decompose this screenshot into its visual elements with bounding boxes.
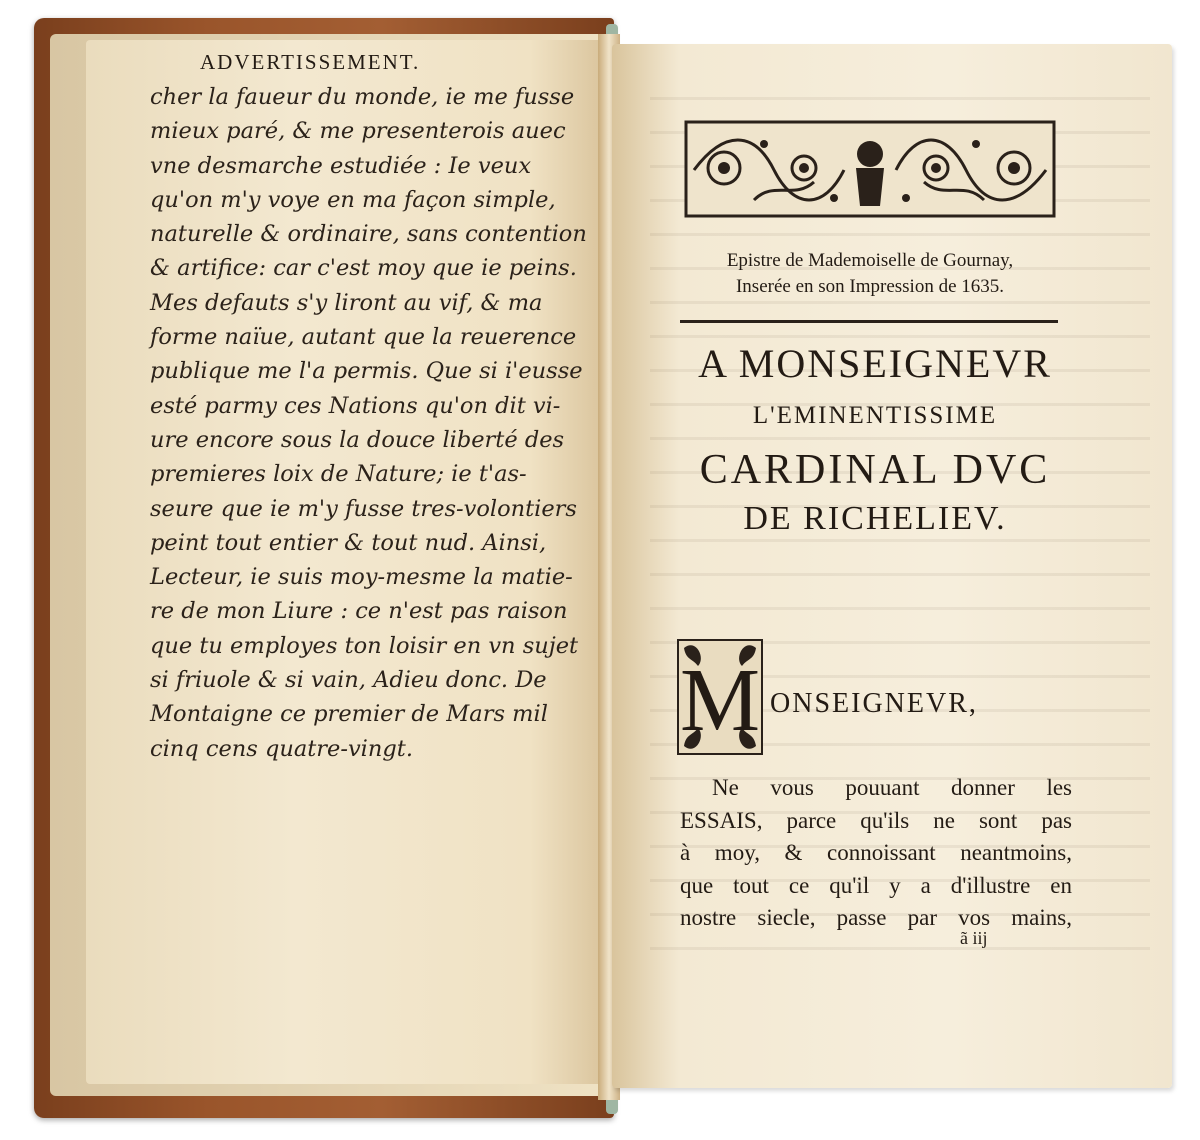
text-line: ure encore sous la douce liberté des bbox=[150, 426, 565, 453]
epistle-caption bbox=[660, 248, 1080, 300]
text-line: seure que ie m'y fusse tres-volontiers bbox=[150, 495, 577, 522]
drop-cap-initial bbox=[676, 638, 764, 756]
signature-mark: ã iij bbox=[960, 928, 988, 948]
heading-line: A MONSEIGNEVR bbox=[698, 341, 1052, 386]
salutation: ONSEIGNEVR, bbox=[770, 688, 978, 719]
heading-line: CARDINAL DVC bbox=[699, 447, 1051, 493]
text-line: mieux paré, & me presenterois auec bbox=[150, 118, 566, 145]
text-line: peint tout entier & tout nud. Ainsi, bbox=[150, 529, 547, 556]
text-line: à moy, & connoissant neantmoins, bbox=[680, 840, 1072, 865]
divider-rule bbox=[680, 320, 1058, 323]
text-line: esté parmy ces Nations qu'on dit vi- bbox=[150, 392, 561, 419]
text-line: forme naïue, autant que la reuerence bbox=[150, 324, 577, 351]
text-line: si friuole & si vain, Adieu donc. De bbox=[150, 667, 547, 694]
text-line: que tout ce qu'il y a d'illustre en bbox=[680, 872, 1072, 898]
heading-line: DE RICHELIEV. bbox=[743, 500, 1007, 537]
right-page-text bbox=[680, 772, 1072, 935]
text-line: que tu employes ton loisir en vn sujet bbox=[150, 632, 579, 659]
text-line: Mes defauts s'y liront au vif, & ma bbox=[150, 289, 543, 316]
text-line: nostre siecle, passe par vos mains, bbox=[680, 905, 1072, 930]
caption-line: Epistre de Mademoiselle de Gournay, bbox=[726, 250, 1014, 271]
running-head: ADVERTISSEMENT. bbox=[200, 50, 421, 74]
ornament-headpiece bbox=[684, 120, 1056, 218]
text-line: vne desmarche estudiée : Ie veux bbox=[150, 152, 532, 179]
text-line: Lecteur, ie suis moy-mesme la matie- bbox=[150, 564, 573, 591]
heading-line: L'EMINENTISSIME bbox=[752, 402, 998, 429]
text-line: re de mon Liure : ce n'est pas raison bbox=[150, 598, 568, 625]
text-line: Montaigne ce premier de Mars mil bbox=[150, 701, 548, 728]
text-line: cinq cens quatre-vingt. bbox=[150, 735, 413, 762]
left-page-text bbox=[150, 80, 587, 766]
text-line: publique me l'a permis. Que si i'eusse bbox=[150, 358, 583, 385]
text-line: naturelle & ordinaire, sans contention bbox=[150, 221, 587, 248]
text-line: & artifice: car c'est moy que ie peins. bbox=[150, 255, 577, 282]
text-line: cher la faueur du monde, ie me fusse bbox=[150, 84, 575, 110]
caption-line: Inserée en son Impression de 1635. bbox=[735, 276, 1005, 297]
text-line: Ne vous pouuant donner les bbox=[712, 775, 1072, 800]
text-line: premieres loix de Nature; ie t'as- bbox=[150, 461, 527, 488]
text-line: qu'on m'y voye en ma façon simple, bbox=[150, 186, 556, 213]
text-line: ESSAIS, parce qu'ils ne sont pas bbox=[680, 807, 1072, 833]
drop-cap-letter: M bbox=[679, 651, 761, 750]
